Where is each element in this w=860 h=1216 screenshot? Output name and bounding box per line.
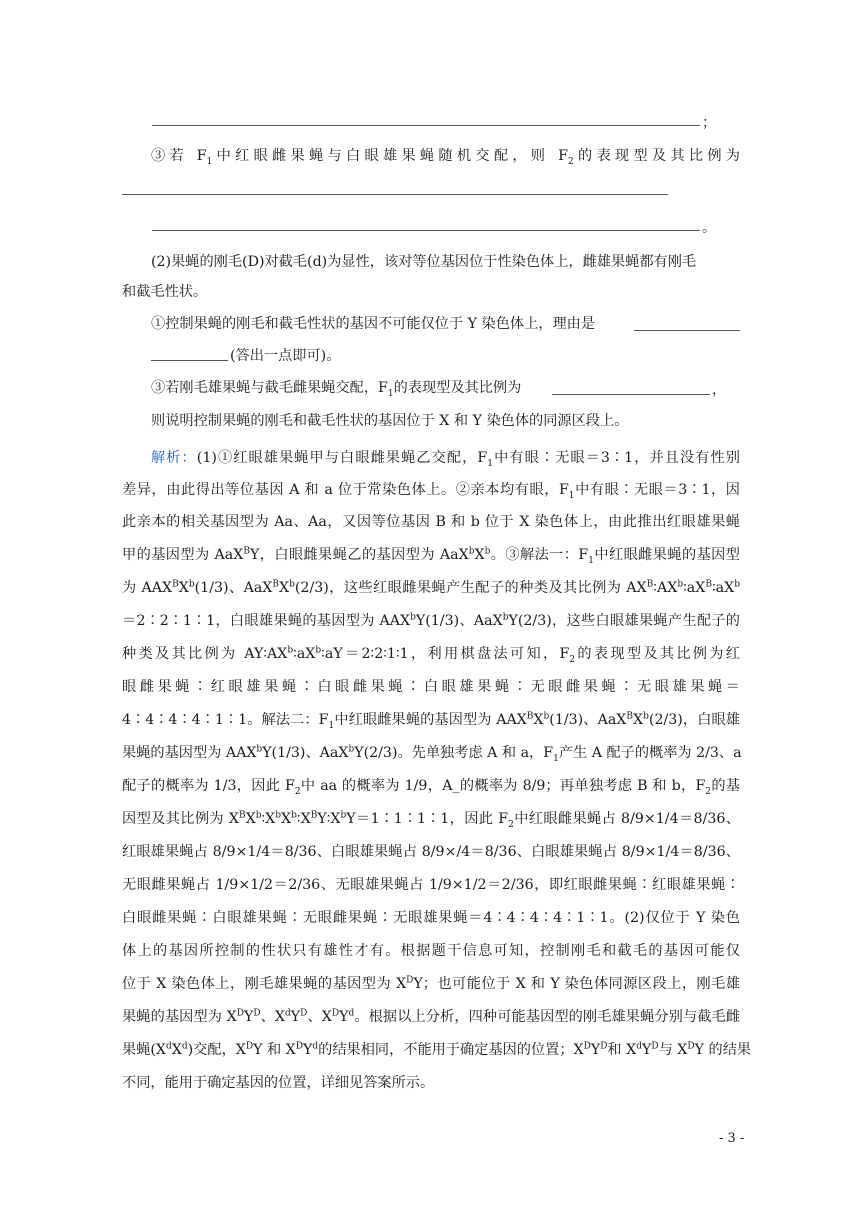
analysis-line: 不同，能用于确定基因的位置，详细见答案所示。 xyxy=(122,1075,435,1091)
analysis-line: 位于 X 染色体上，刚毛雄果蝇的基因型为 $X^DY$；也可能位于 X 和 Y 染色体同源区段上，刚毛雄 xyxy=(122,975,740,992)
answer-blank-line xyxy=(122,194,668,195)
analysis-line: 果蝇的基因型为 AAX$^b$Y(1/3)、AaX$^b$Y(2/3)。先单独考虑 A 和 a，$F_1$产生 A 配子的概率为 2/3、a xyxy=(122,744,742,764)
blank-end-punct: ； xyxy=(702,115,717,131)
analysis-line: 红眼雄果蝇占 8/9×1/4＝8/36、白眼雄果蝇占 8/9×/4＝8/36、白眼雄果蝇占 8/9×1/4＝8/36、 xyxy=(122,844,740,860)
analysis-line: 此亲本的相关基因型为 Aa、Aa，又因等位基因 B 和 b 位于 X 染色体上，由此推出红眼雄果蝇 xyxy=(122,514,740,530)
analysis-label: 解析： xyxy=(151,450,197,466)
page-number: - 3 - xyxy=(719,1131,745,1146)
answer-blank-line xyxy=(552,394,710,395)
analysis-line: 眼雌果蝇∶红眼雄果蝇∶白眼雌果蝇∶白眼雄果蝇∶无眼雌果蝇∶无眼雄果蝇＝ xyxy=(122,679,740,695)
analysis-line: 差异，由此得出等位基因 A 和 a 位于常染色体上。②亲本均有眼，$F_1$中有眼∶无眼＝3∶1，因 xyxy=(122,482,740,501)
analysis-line: 甲的基因型为 AaX$^B$Y，白眼雌果蝇乙的基因型为 $AaX^bX^b$。③解法一：$F_1$中红眼雌果蝇的基因型 xyxy=(122,546,740,566)
part2-q1-line1: ①控制果蝇的刚毛和截毛性状的基因不可能仅位于 Y 染色体上，理由是 xyxy=(151,316,596,332)
analysis-line: 因型及其比例为 $X^BX^b∶X^bX^b∶X^BY∶X^bY=1∶1∶1∶1$，因此 $F_2$中红眼雌果蝇占 8/9×1/4＝8/36、 xyxy=(122,810,740,830)
analysis-line: 解析：(1)①红眼雄果蝇甲与白眼雌果蝇乙交配，$F_1$中有眼∶无眼＝3∶1，并且没有性别 xyxy=(151,450,740,469)
analysis-line: 果蝇$(X^dX^d)$交配，$X^DY$ 和 $X^DY^d$的结果相同，不能用于确定基因的位置；$X^DY^D$和 $X^dY^D$与 $X^DY$ 的结果 xyxy=(122,1041,752,1058)
answer-blank-line xyxy=(151,360,228,361)
part2-q1-line2: (答出一点即可)。 xyxy=(230,348,341,364)
analysis-line: ＝2∶2∶1∶1，白眼雄果蝇的基因型为 AAX$^b$Y(1/3)、AaX$^b$Y(2/3)，这些白眼雄果蝇产生配子的 xyxy=(122,612,740,629)
question-3-line: ③若 $F_1$中红眼雌果蝇与白眼雄果蝇随机交配，则 $F_2$的表现型及其比例为 xyxy=(151,148,740,167)
analysis-line: 种类及其比例为 $AY∶AX^b∶aX^b∶aY=2∶2∶1∶1$，利用棋盘法可知，$F_2$的表现型及其比例为红 xyxy=(122,645,740,665)
part2-stem-line1: (2)果蝇的刚毛(D)对截毛(d)为显性，该对等位基因位于性染色体上，雌雄果蝇都有刚毛 xyxy=(151,254,697,270)
analysis-line: 果蝇的基因型为 $X^DY^D$、$X^dY^D$、$X^DY^d$。根据以上分析，四种可能基因型的刚毛雄果蝇分别与截毛雌 xyxy=(122,1008,740,1025)
answer-blank-line xyxy=(634,330,740,331)
answer-blank-line xyxy=(152,125,700,126)
blank-end-punct: ， xyxy=(712,382,727,398)
part2-stem-line2: 和截毛性状。 xyxy=(122,284,208,300)
answer-blank-line xyxy=(152,230,700,231)
blank-end-punct: 。 xyxy=(702,220,717,236)
analysis-line: 白眼雌果蝇∶白眼雄果蝇∶无眼雌果蝇∶无眼雄果蝇＝4∶4∶4∶4∶1∶1。(2)仅位于 Y 染色 xyxy=(122,910,740,926)
analysis-line: 4∶4∶4∶4∶1∶1。解法二：$F_1$中红眼雌果蝇的基因型为 $AAX^BX^b(1/3)$、$AaX^BX^b(2/3)$，白眼雄 xyxy=(122,711,740,731)
analysis-line: 配子的概率为 1/3，因此 $F_2$中 aa 的概率为 1/9，A_的概率为 8/9；再单独考虑 B 和 b，$F_2$的基 xyxy=(122,778,740,797)
part2-q3-line1: ③若刚毛雄果蝇与截毛雌果蝇交配，$F_1$的表现型及其比例为 xyxy=(151,380,522,399)
analysis-line: 无眼雌果蝇占 1/9×1/2＝2/36、无眼雄果蝇占 1/9×1/2＝2/36，即红眼雌果蝇∶红眼雄果蝇∶ xyxy=(122,877,740,893)
analysis-line: 为 $AAX^BX^b(1/3)$、$AaX^BX^b(2/3)$，这些红眼雌果蝇产生配子的种类及其比例为 $AX^B∶AX^b∶aX^B∶aX^b$ xyxy=(122,579,741,596)
analysis-line: 体上的基因所控制的性状只有雄性才有。根据题干信息可知，控制刚毛和截毛的基因可能仅 xyxy=(122,943,740,959)
part2-q3-line2: 则说明控制果蝇的刚毛和截毛性状的基因位于 X 和 Y 染色体的同源区段上。 xyxy=(151,413,629,429)
